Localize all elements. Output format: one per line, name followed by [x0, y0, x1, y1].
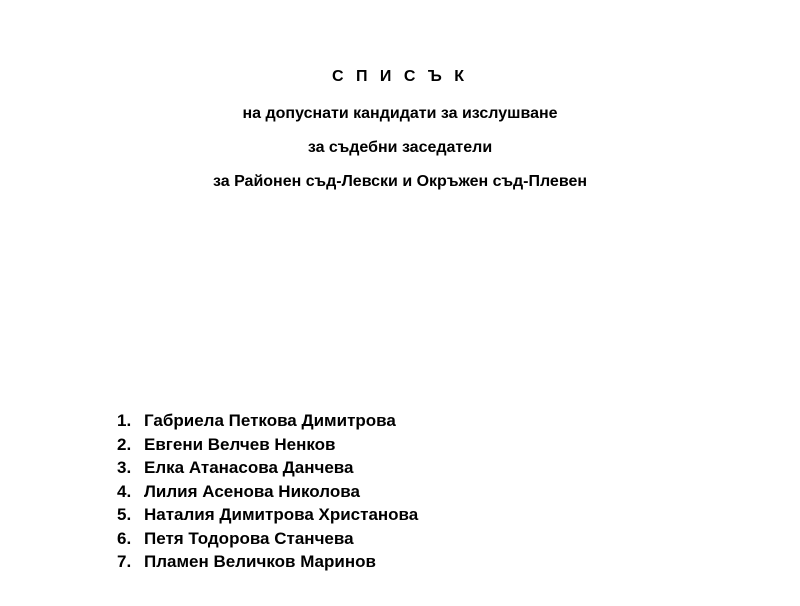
list-item-number: 1.	[117, 411, 132, 430]
list-item-number: 4.	[117, 481, 132, 501]
subtitle-line-2: за съдебни заседатели	[307, 139, 493, 156]
candidate-name: Пламен Величков Маринов	[144, 552, 376, 571]
list-item-number: 5.	[117, 505, 132, 524]
list-item-number: 6.	[117, 528, 132, 548]
candidate-name: Петя Тодорова Станчева	[144, 528, 354, 548]
subtitle-line-1: на допуснати кандидати за изслушване	[242, 105, 558, 122]
list-item-number: 3.	[117, 458, 132, 477]
list-item	[117, 550, 418, 574]
subtitle-line-3: за Районен съд-Левски и Окръжен съд-Плевен	[213, 173, 587, 190]
candidate-name: Наталия Димитрова Христанова	[144, 505, 419, 524]
list-item	[117, 433, 418, 457]
document-title: С П И С Ъ К	[331, 68, 468, 85]
list-item-number: 7.	[117, 552, 132, 571]
list-item	[117, 527, 418, 551]
candidate-name: Елка Атанасова Данчева	[144, 458, 354, 477]
candidate-name: Лилия Асенова Николова	[144, 481, 360, 501]
list-item	[117, 409, 418, 433]
list-item	[117, 503, 418, 527]
list-item	[117, 456, 418, 480]
candidate-list	[117, 409, 418, 574]
list-item	[117, 480, 418, 504]
list-item-number: 2.	[117, 434, 132, 454]
candidate-name: Евгени Велчев Ненков	[144, 434, 336, 454]
candidate-name: Габриела Петкова Димитрова	[144, 411, 396, 430]
